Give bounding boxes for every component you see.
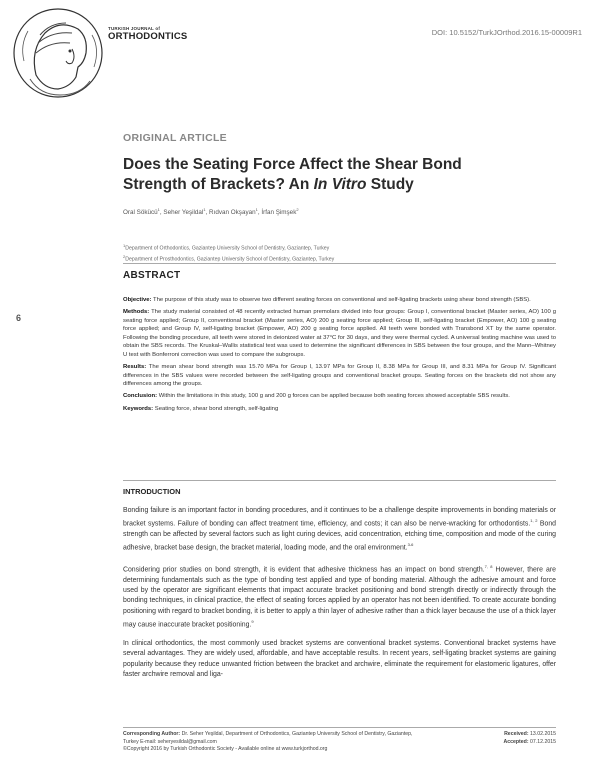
received-date: Received: 13.02.2015 <box>504 731 556 737</box>
author: Rıdvan Okşayan$^1$ <box>209 207 258 217</box>
author-list: Oral Sökücü$^1$, Seher Yeşildal$^1$, Rıdvan Okşayan$^1$, İrfan Şimşek$^2$ <box>123 207 299 217</box>
author: Oral Sökücü$^1$ <box>123 207 160 217</box>
abstract-objective: Objective: The purpose of this study was to observe two different seating forces on conventional and self-ligating brackets using shear bond strength (SBS). <box>123 297 531 303</box>
article-title <box>123 155 556 195</box>
article-type: ORIGINAL ARTICLE <box>123 132 227 144</box>
corresponding-author: Corresponding Author: Dr. Seher Yeşildal, Department of Orthodontics, Gaziantep University School of Dentistry, Gaziantep, <box>123 731 413 737</box>
introduction-heading: INTRODUCTION <box>123 487 181 496</box>
intro-paragraph-1: Bonding failure is an important factor in bonding procedures, and it continues to be a challenge despite improvements in bonding materials or bracket systems. Failure of bonding can affect treatment time, efficiency, and costs; it can also be nerve-wracking for orthodontists.$^{1, 2}$ Bond strength can be affected by several factors such as light curing devices, acid concentration, etching time, composition and mode of the curing adhesive, bracket base design, the bracket material, loading mode, and the oral environment.$^{3-6}$ <box>123 507 557 552</box>
copyright: ©Copyright 2016 by Turkish Orthodontic Society - Available online at www.turkjorthod.org <box>123 746 328 752</box>
journal-logo-head <box>10 5 110 101</box>
journal-name: ORTHODONTICS <box>108 31 188 42</box>
page-footer <box>123 727 556 754</box>
author: İrfan Şimşek$^2$ <box>261 207 299 217</box>
accepted-date: Accepted: 07.12.2015 <box>503 738 556 745</box>
author: Seher Yeşildal$^1$ <box>163 207 206 217</box>
title-in-vitro: In Vitro <box>313 176 367 193</box>
affiliation-1: $^1$Department of Orthodontics, Gaziantep University School of Dentistry, Gaziantep, Turkey <box>123 243 330 252</box>
affiliation-2: $^2$Department of Prosthodontics, Gaziantep University School of Dentistry, Gaziantep, Turkey <box>123 253 335 263</box>
intro-paragraph-3: In clinical orthodontics, the most commonly used bracket systems are conventional bracket systems. Conventional bracket systems have several advantages. They are widely used, affordable, and have acceptable results. In recent years, self-ligating bracket systems are gaining popularity because they reduce unwanted friction between the bracket and archwire, eliminate the requirement for elastomeric ligatures, offer faster archwire removal and liga- <box>123 640 556 678</box>
introduction-body <box>123 506 556 689</box>
doi-text: DOI: 10.5152/TurkJOrthod.2016.15-00009R1 <box>431 28 582 37</box>
author-email: Turkey E-mail: seheryesildal@gmail.com <box>123 738 217 745</box>
intro-paragraph-2: Considering prior studies on bond strength, it is evident that adhesive thickness has an impact on bond strength.$^{7, 8}$ However, there are determining fundamentals such as the type of bonding test applied and type of bonding material. Although the adhesive amount and force used by the operator are significant elements that impact accurate bracket positioning and bond strength directly or indirectly through the bonding techniques, in clinical practice, the effect of seating forces applied by an operator has not been identified. To create accurate bonding positioning with regard to bracket bonding, it is better to apply a thin layer of adhesive rather than a thick layer because the use of a thick layer may cause inaccurate bracket positioning.$^9$ <box>123 564 556 629</box>
page-number: 6 <box>16 313 22 323</box>
abstract-methods: Methods: The study material consisted of 48 recently extracted human premolars divided into four groups: Group I, conventional bracket (Master series, AO) 100 g seating force applied; Group II, conventional bracket (Master series, AO) 200 g seating force applied; Group III, self-ligating bracket (Empower, AO) 100 g seating force applied; and Group IV, self-ligating bracket (Empower, AO) 200 g seating force applied. All teeth were bonded with Transbond XT by the same operator. Following the bonding procedure, all teeth were stored in deionized water at 37°C for 30 days, and they were thermal cycled. A universal testing machine was used to obtain the SBS records. The Kruskal–Wallis statistical test was used to determine the significant differences in SBS between the four groups, and the Mann–Whitney U test with Bonferroni correction was used to compare the subgroups. <box>123 309 556 359</box>
divider <box>123 263 556 264</box>
divider <box>123 480 556 481</box>
title-line-2-start: Strength of Brackets? An <box>123 176 314 193</box>
title-line-1: Does the Seating Force Affect the Shear Bond <box>123 156 462 173</box>
abstract-keywords: Keywords: Seating force, shear bond strength, self-ligating <box>123 405 279 412</box>
abstract-conclusion: Conclusion: Within the limitations in this study, 100 g and 200 g forces can be applied because both seating forces showed acceptable SBS results. <box>123 393 510 400</box>
journal-name-small: TURKISH JOURNAL of <box>108 26 161 31</box>
abstract-heading: ABSTRACT <box>123 270 181 281</box>
affiliations <box>123 242 556 263</box>
title-line-2-end: Study <box>366 176 414 193</box>
abstract-results: Results: The mean shear bond strength was 15.70 MPa for Group I, 13.97 MPa for Group II, 8.38 MPa for Group III, and 8.31 MPa for Group IV. Significant differences in the SBS values were recorded between the self-ligating groups and conventional bracket groups. Seating forces on the brackets did not show any differences among the groups. <box>123 364 557 388</box>
title-line-2 <box>123 175 556 195</box>
abstract-body <box>123 296 556 417</box>
